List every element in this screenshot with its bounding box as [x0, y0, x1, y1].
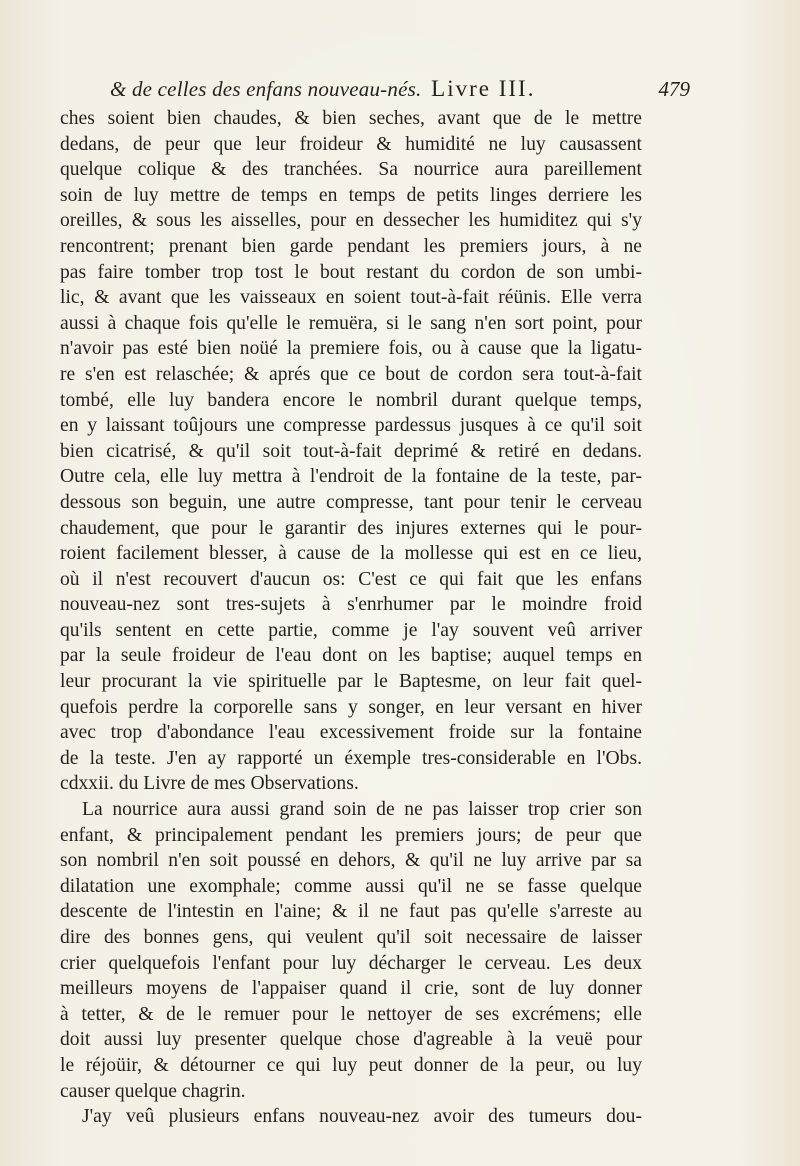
text-line: de la teste. J'en ay rapporté un éxemple tres-considerable en l'Obs. [60, 747, 642, 769]
text-line: son nombril n'en soit poussé en dehors, & qu'il ne luy arrive par sa [60, 850, 642, 872]
text-line: oreilles, & sous les aisselles, pour en dessecher les humiditez qui s'y [60, 210, 642, 232]
text-line: soin de luy mettre de temps en temps de petits linges derriere les [60, 184, 642, 206]
text-line: en y laissant toûjours une compresse pardessus jusques à ce qu'il soit [60, 415, 642, 437]
text-line: lic, & avant que les vaisseaux en soient tout-à-fait réünis. Elle verra [60, 287, 642, 309]
text-line: re s'en est relaschée; & aprés que ce bout de cordon sera tout-à-fait [60, 363, 642, 385]
text-line: rencontrent; prenant bien garde pendant les premiers jours, à ne [60, 235, 642, 257]
paragraph-end-line: causer quelque chagrin. [60, 1080, 246, 1102]
book-label: Livre III. [431, 76, 536, 101]
text-line: Outre cela, elle luy mettra à l'endroit de la fontaine de la teste, par- [60, 466, 642, 488]
text-line: tombé, elle luy bandera encore le nombril durant quelque temps, [60, 389, 642, 411]
text-line: leur procurant la vie spirituelle par le Baptesme, on leur fait quel- [60, 671, 642, 693]
text-line: n'avoir pas esté bien noüé la premiere fois, ou à cause que la ligatu- [60, 338, 642, 360]
text-line: aussi à chaque fois qu'elle le remuëra, si le sang n'en sort point, pour [60, 312, 642, 334]
text-line: dedans, de peur que leur froideur & humidité ne luy causassent [60, 133, 642, 155]
text-line: quelque colique & des tranchées. Sa nourrice aura pareillement [60, 159, 642, 181]
text-line: meilleurs moyens de l'appaiser quand il crie, sont de luy donner [60, 978, 642, 1000]
text-line: dessous son beguin, une autre compresse, tant pour tenir le cerveau [60, 491, 642, 513]
text-line: descente de l'intestin en l'aine; & il ne faut pas qu'elle s'arreste au [60, 901, 642, 923]
text-line: quefois perdre la corporelle sans y songer, en leur versant en hiver [60, 696, 642, 718]
running-title: & de celles des enfans nouveau-nés. [110, 77, 422, 101]
text-line: nouveau-nez sont tres-sujets à s'enrhumer par le moindre froid [60, 594, 642, 616]
text-line: pas faire tomber trop tost le bout restant du cordon de son umbi- [60, 261, 642, 283]
text-line: dilatation une exomphale; comme aussi qu'il ne se fasse quelque [60, 875, 642, 897]
text-line: chaudement, que pour le garantir des injures externes qui le pour- [60, 517, 642, 539]
text-line: à tetter, & de le remuer pour le nettoyer de ses excrémens; elle [60, 1003, 642, 1025]
text-line: ches soient bien chaudes, & bien seches, avant que de le mettre [60, 108, 642, 129]
text-line: où il n'est recouvert d'aucun os: C'est ce qui fait que les enfans [60, 568, 642, 590]
paragraph-start-line: J'ay veû plusieurs enfans nouveau-nez avoir des tumeurs dou- [82, 1106, 642, 1128]
text-line: bien cicatrisé, & qu'il soit tout-à-fait deprimé & retiré en dedans. [60, 440, 642, 462]
running-header [110, 74, 690, 104]
text-line: roient facilement blesser, à cause de la mollesse qui est en ce lieu, [60, 543, 642, 565]
text-line: enfant, & principalement pendant les premiers jours; de peur que [60, 824, 642, 846]
text-line: le réjoüir, & détourner ce qui luy peut donner de la peur, ou luy [60, 1054, 642, 1076]
paragraph-start-line: La nourrice aura aussi grand soin de ne pas laisser trop crier son [82, 799, 642, 821]
page-number: 479 [658, 77, 690, 101]
text-line: dire des bonnes gens, qui veulent qu'il soit necessaire de laisser [60, 927, 642, 948]
text-line: avec trop d'abondance l'eau excessivement froide sur la fontaine [60, 722, 642, 744]
text-line: crier quelquefois l'enfant pour luy décharger le cerveau. Les deux [60, 952, 642, 974]
page-body [60, 106, 642, 1130]
text-line: doit aussi luy presenter quelque chose d'agreable à la veuë pour [60, 1029, 642, 1051]
paragraph-end-line: cdxxii. du Livre de mes Observations. [60, 773, 359, 795]
text-line: qu'ils sentent en cette partie, comme je l'ay souvent veû arriver [60, 619, 642, 641]
text-line: par la seule froideur de l'eau dont on les baptise; auquel temps en [60, 645, 642, 667]
